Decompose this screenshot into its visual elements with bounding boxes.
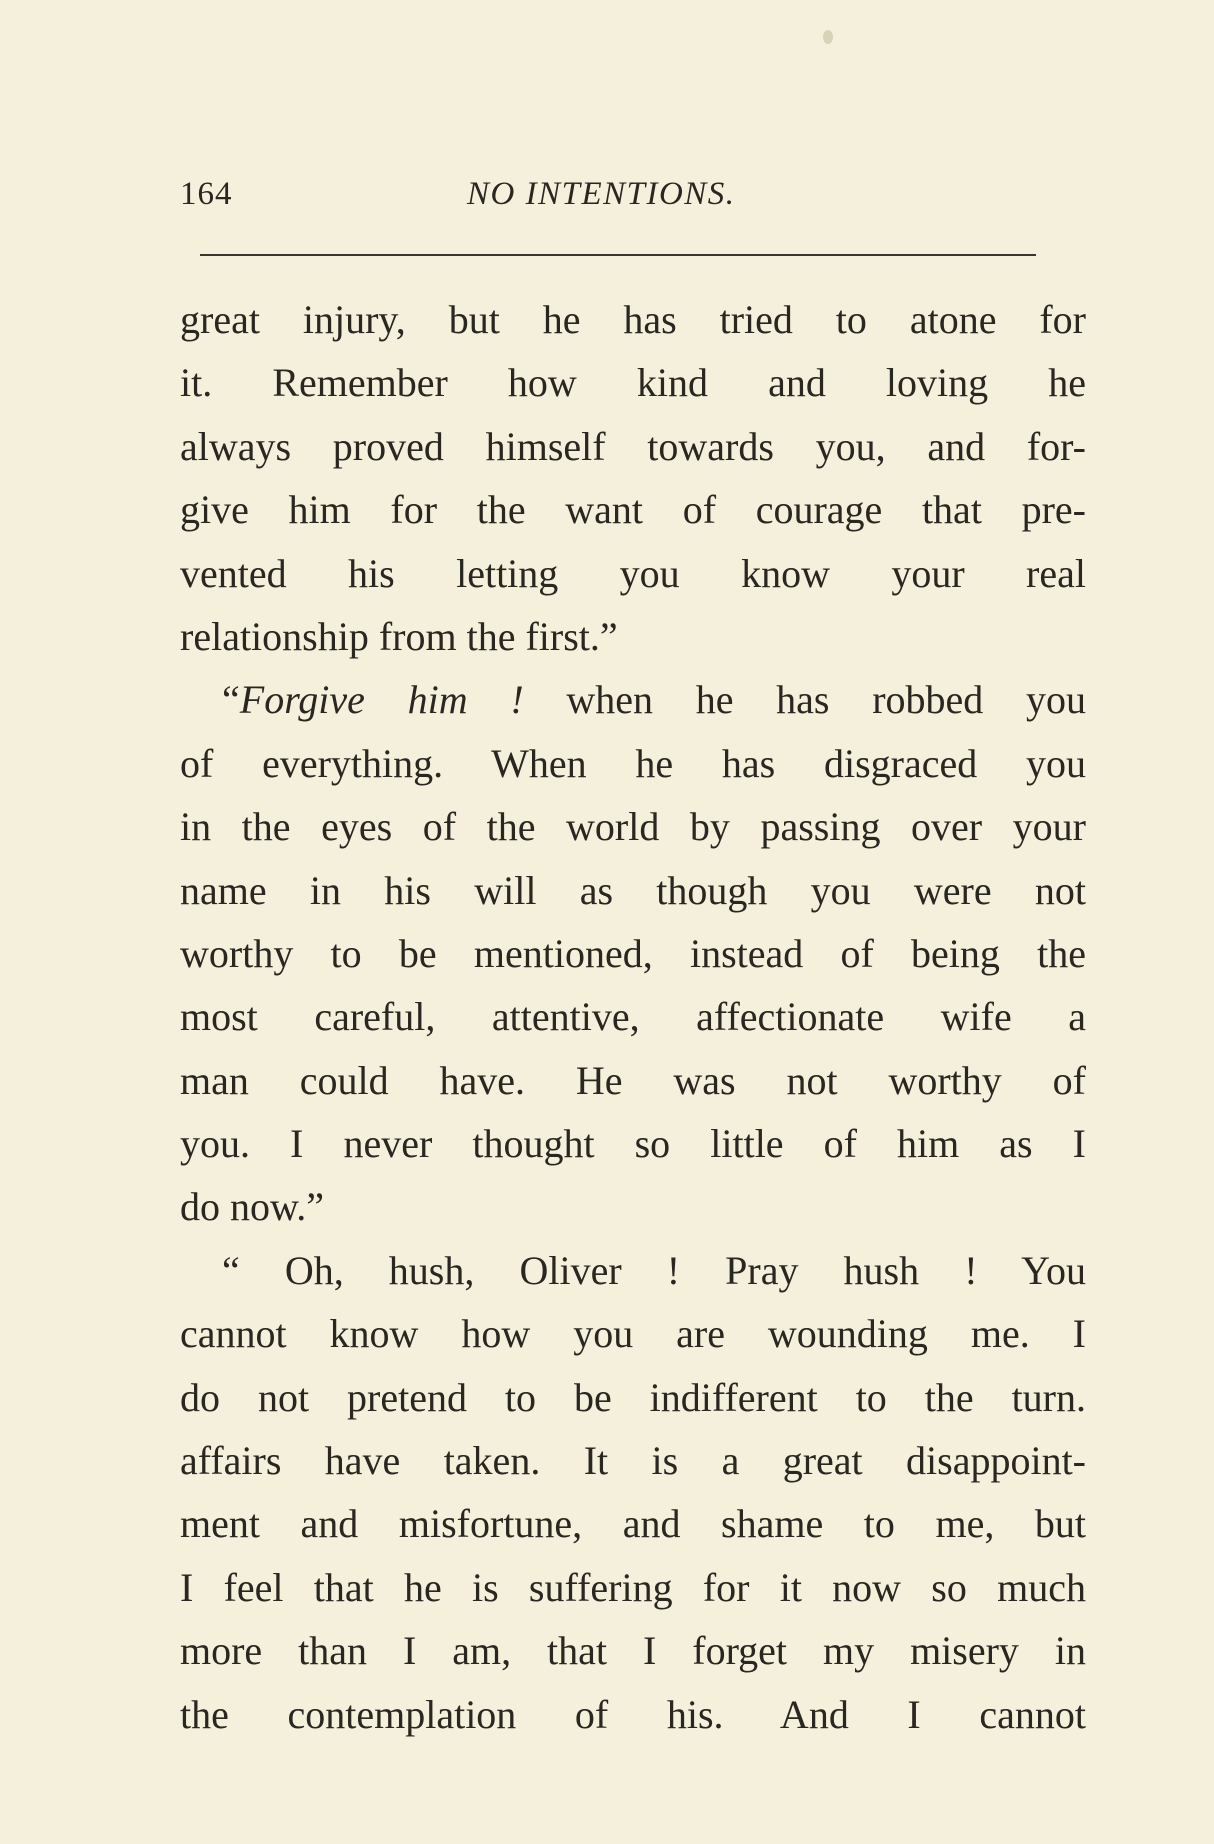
text-line: the contemplation of his. And I cannot: [180, 1691, 1086, 1737]
text-line: affairs have taken. It is a great disappoint-: [180, 1438, 1086, 1484]
text-line: man could have. He was not worthy of: [180, 1057, 1086, 1103]
running-head: [0, 176, 1214, 226]
paper-stain: [823, 30, 833, 44]
text-line: I feel that he is suffering for it now so much: [180, 1564, 1086, 1610]
text-line: do not pretend to be indifferent to the turn.: [180, 1374, 1086, 1420]
text-line: relationship from the first.”: [180, 613, 618, 659]
text-line: in the eyes of the world by passing over your: [180, 804, 1086, 850]
line-remainder: when he has robbed you: [523, 677, 1086, 723]
text-line: name in his will as though you were not: [180, 867, 1086, 913]
text-line: worthy to be mentioned, instead of being the: [180, 930, 1086, 976]
body-text: [180, 288, 1086, 1746]
text-line: you. I never thought so little of him as I: [180, 1121, 1086, 1167]
text-line: vented his letting you know your real: [180, 550, 1086, 596]
header-rule: [200, 254, 1036, 256]
text-line-dialogue-start: “ Oh, hush, Oliver ! Pray hush ! You: [222, 1247, 1086, 1293]
page-number: 164: [180, 176, 233, 212]
text-line: great injury, but he has tried to atone for: [180, 297, 1086, 342]
text-line: ment and misfortune, and shame to me, but: [180, 1501, 1086, 1547]
text-line: most careful, attentive, affectionate wife a: [180, 994, 1086, 1040]
text-line: always proved himself towards you, and for-: [180, 423, 1086, 469]
text-line: more than I am, that I forget my misery in: [180, 1628, 1086, 1674]
text-line: cannot know how you are wounding me. I: [180, 1311, 1086, 1357]
text-line-dialogue-start: [180, 668, 1086, 731]
running-title: NO INTENTIONS.: [467, 176, 736, 212]
text-line: of everything. When he has disgraced you: [180, 740, 1086, 786]
italic-emphasis: Forgive him !: [239, 677, 524, 723]
open-quote: “: [222, 677, 240, 723]
text-line: it. Remember how kind and loving he: [180, 360, 1086, 406]
text-line: give him for the want of courage that pre-: [180, 487, 1086, 533]
text-line: do now.”: [180, 1184, 325, 1230]
